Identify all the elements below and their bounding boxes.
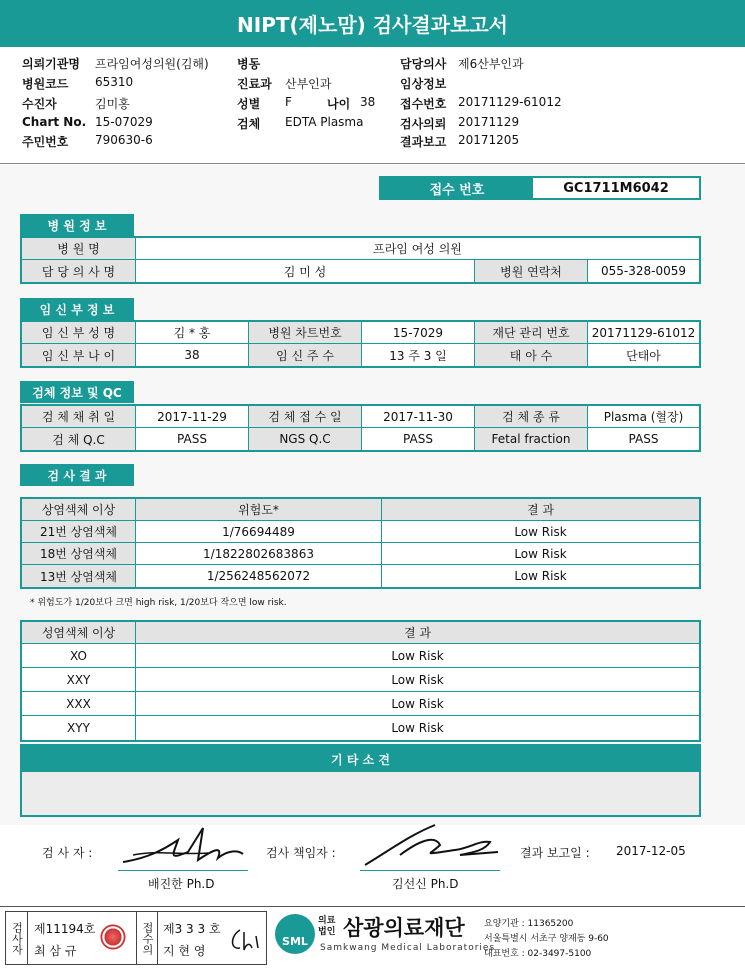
table-row <box>22 322 699 344</box>
accession-key: 접수번호 <box>400 97 447 111</box>
autosome-results-table <box>20 497 701 589</box>
age-key: 나이 <box>327 97 351 111</box>
header-cell: 상염색체 이상 <box>22 499 136 520</box>
org-logo <box>275 914 315 954</box>
receiver-license: 제3 3 3 호 <box>163 922 221 936</box>
cell-label: NGS Q.C <box>249 428 362 450</box>
accession-value: 20171129-61012 <box>458 95 562 109</box>
ward-key: 병동 <box>237 57 261 71</box>
receiver-signature <box>226 926 262 954</box>
table-row <box>22 692 699 716</box>
cell-label: 임 신 부 성 명 <box>22 322 136 343</box>
table-row <box>22 428 699 450</box>
cell-label: 재단 관리 번호 <box>475 322 588 343</box>
cell-value: 20171129-61012 <box>591 325 696 340</box>
specimen-table <box>20 404 701 452</box>
specimen-value: EDTA Plasma <box>285 115 364 129</box>
cell-value: 김 * 홍 <box>136 322 249 343</box>
hospital-name-value: 프라임여성의원(김해) <box>95 57 209 71</box>
tester-sign-line <box>118 870 248 871</box>
org-phone: 대표번호 : 02-3497-5100 <box>484 949 592 959</box>
pregnant-section-title: 임 신 부 정 보 <box>20 298 134 320</box>
cell-label: XXX <box>22 692 136 715</box>
tester-license-name: 최 삼 규 <box>34 944 77 958</box>
cell-label: XO <box>22 644 136 667</box>
table-header-row <box>22 499 699 521</box>
cell-value: 프라임 여성 의원 <box>373 242 462 256</box>
cell-label: 임 신 부 나 이 <box>22 344 136 366</box>
cell-label: 병 원 명 <box>22 238 136 259</box>
cell-label: 임 신 주 수 <box>249 344 362 366</box>
cell-value: 055-328-0059 <box>600 264 686 278</box>
org-code: 요양기관 : 11365200 <box>484 919 574 929</box>
id-value: 790630-6 <box>95 133 153 147</box>
cell-value: Low Risk <box>391 721 444 735</box>
cell-label: 21번 상염색체 <box>22 521 136 542</box>
org-english-name: Samkwang Medical Laboratories <box>320 943 496 953</box>
report-date-value: 2017-12-05 <box>616 844 686 858</box>
cell-value: Low Risk <box>514 524 567 539</box>
report-date-label: 결과 보고일 : <box>520 846 590 860</box>
table-row <box>22 668 699 692</box>
cell-label: 담 당 의 사 명 <box>22 260 136 282</box>
other-findings-title: 기 타 소 견 <box>22 746 699 772</box>
other-findings-box <box>20 744 701 817</box>
cell-label: 검 체 채 취 일 <box>22 406 136 427</box>
dept-value: 산부인과 <box>285 77 332 91</box>
specimen-key: 검체 <box>237 117 261 131</box>
cell-label: 검 체 접 수 일 <box>249 406 362 427</box>
cell-label: 병원 차트번호 <box>249 322 362 343</box>
cell-value: Low Risk <box>391 696 444 711</box>
patient-key: 수진자 <box>22 97 57 111</box>
chief-name: 김선신 Ph.D <box>392 877 459 891</box>
org-prefix: 의료법인 <box>318 916 336 937</box>
receiver-box-label: 접수의 <box>136 912 158 964</box>
sex-key: 성별 <box>237 97 261 111</box>
cell-value: 김 미 성 <box>136 260 475 282</box>
header-cell: 위험도* <box>136 499 382 520</box>
cell-label: 검 체 종 류 <box>475 406 588 427</box>
sex-value: F <box>285 95 292 109</box>
footer-divider <box>0 906 745 907</box>
cell-label: Fetal fraction <box>475 428 588 450</box>
header-cell: 성염색체 이상 <box>22 622 136 643</box>
cell-value: Low Risk <box>391 672 444 687</box>
table-row <box>22 344 699 366</box>
other-findings-body <box>22 772 699 815</box>
cell-value: PASS <box>136 428 249 450</box>
cell-label: 병원 연락처 <box>475 260 588 282</box>
cell-value: PASS <box>362 428 475 450</box>
registration-value: GC1711M6042 <box>563 180 669 196</box>
dept-key: 진료과 <box>237 77 272 91</box>
tester-box-label: 검사자 <box>6 912 28 964</box>
cell-value: 38 <box>136 344 249 366</box>
specimen-section-title: 검체 정보 및 QC <box>20 381 134 403</box>
cell-label: 13번 상염색체 <box>22 565 136 587</box>
cell-value: 13 주 3 일 <box>362 344 475 366</box>
cell-value: Plasma (혈장) <box>603 410 684 424</box>
tester-label: 검 사 자 : <box>42 846 93 860</box>
cell-label: XYY <box>22 716 136 740</box>
request-value: 20171129 <box>458 115 520 129</box>
risk-footnote: * 위험도가 1/20보다 크면 high risk, 1/20보다 작으면 low risk. <box>30 598 287 608</box>
report-key: 결과보고 <box>400 135 447 149</box>
patient-value: 김미홍 <box>95 97 130 111</box>
org-name: 삼광의료재단 <box>343 916 465 940</box>
org-logo-text: SML <box>282 935 308 948</box>
tester-signature <box>118 820 248 870</box>
report-value: 20171205 <box>458 133 520 147</box>
chart-no-value: 15-07029 <box>95 115 153 129</box>
table-row <box>22 238 699 260</box>
results-section-title: 검 사 결 과 <box>20 464 134 486</box>
seal-stamp <box>98 922 128 952</box>
table-row <box>22 543 699 565</box>
table-row <box>22 565 699 587</box>
registration-label: 접수 번호 <box>381 178 533 198</box>
tester-name: 배진한 Ph.D <box>148 877 215 891</box>
cell-value: Low Risk <box>391 648 444 663</box>
cell-value: PASS <box>628 432 659 446</box>
receiver-license-name: 지 현 영 <box>163 944 206 958</box>
cell-value: 15-7029 <box>362 322 475 343</box>
license-box <box>5 911 267 965</box>
report-title: NIPT(제노맘) 검사결과보고서 <box>0 0 745 47</box>
cell-value: 1/256248562072 <box>136 565 382 587</box>
hospital-name-key: 의뢰기관명 <box>22 57 80 71</box>
org-address: 서울특별시 서초구 양재동 9-60 <box>484 934 609 944</box>
cell-label: 18번 상염색체 <box>22 543 136 564</box>
chief-signature <box>360 820 500 870</box>
age-value: 38 <box>360 95 376 109</box>
sex-chromosome-table <box>20 620 701 742</box>
header-cell: 결 과 <box>382 499 699 520</box>
cell-value: 2017-11-30 <box>362 406 475 427</box>
cell-value: 1/1822802683863 <box>136 543 382 564</box>
chief-sign-line <box>360 870 500 871</box>
doctor-value: 제6산부인과 <box>458 57 524 71</box>
registration-box <box>379 176 701 200</box>
cell-label: XXY <box>22 668 136 691</box>
table-row <box>22 260 699 282</box>
cell-value: Low Risk <box>514 569 567 583</box>
header-divider <box>0 163 745 164</box>
table-row <box>22 644 699 668</box>
request-key: 검사의뢰 <box>400 117 447 131</box>
table-row <box>22 716 699 740</box>
hospital-table <box>20 236 701 284</box>
chart-no-key: Chart No. <box>22 115 87 129</box>
table-row <box>22 521 699 543</box>
pregnant-table <box>20 320 701 368</box>
tester-license: 제11194호 <box>34 922 96 936</box>
hospital-code-value: 65310 <box>95 75 134 89</box>
cell-label: 태 아 수 <box>475 344 588 366</box>
cell-value: Low Risk <box>514 546 567 561</box>
chief-label: 검사 책임자 : <box>266 846 336 860</box>
doctor-key: 담당의사 <box>400 57 447 71</box>
cell-label: 검 체 Q.C <box>22 428 136 450</box>
hospital-section-title: 병 원 정 보 <box>20 214 134 236</box>
clinical-key: 임상정보 <box>400 77 447 91</box>
cell-value: 2017-11-29 <box>136 406 249 427</box>
table-header-row <box>22 622 699 644</box>
table-row <box>22 406 699 428</box>
hospital-code-key: 병원코드 <box>22 77 69 91</box>
header-cell: 결 과 <box>136 622 699 643</box>
cell-value: 1/76694489 <box>136 521 382 542</box>
id-key: 주민번호 <box>22 135 69 149</box>
cell-value: 단태아 <box>626 348 661 363</box>
